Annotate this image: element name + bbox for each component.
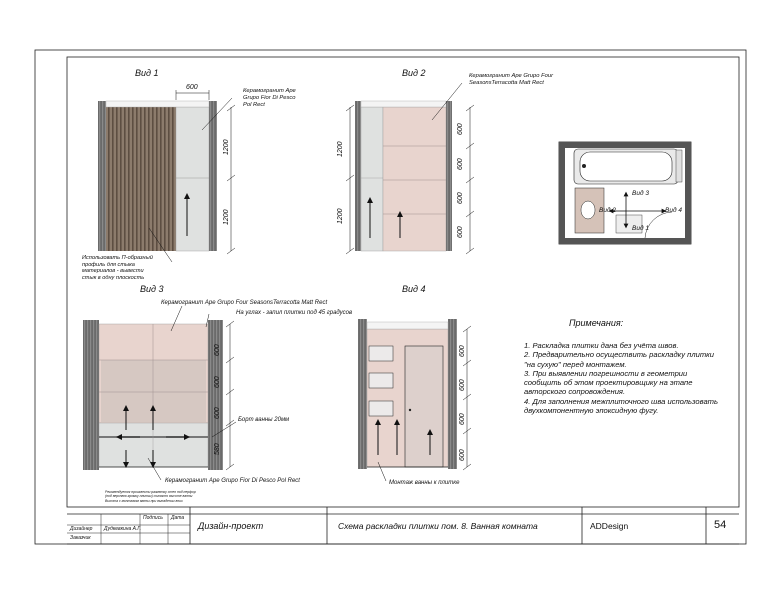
tb-sheet-title: Схема раскладки плитки пом. 8. Ванная комната [338,521,538,531]
tb-sheet-number: 54 [714,519,727,531]
note-1: 1. Раскладка плитки дана без учёта швов. [524,341,679,350]
plan-view-3: Вид 3 [632,190,649,197]
v3-dim-3: 600 [214,407,221,419]
v2-right-dim-3: 600 [457,192,464,204]
plan-view-4: Вид 4 [665,207,682,214]
tb-stage: Дизайн-проект [198,521,264,531]
plan-view-2: Вид 2 [599,207,616,214]
view-1-title: Вид 1 [135,68,159,78]
tb-role-designer: Дизайнер [70,526,93,532]
v4-dim-1: 600 [459,345,466,357]
v3-dim-2: 600 [214,376,221,388]
tb-sign-label: Подпись [143,515,163,521]
door [405,346,443,467]
plan-view-1: Вид 1 [632,225,649,232]
v3-bottom-tile-label: Керамогранит Ape Grupo Fior Di Pesco Pol Rect [165,478,300,484]
pink-tile-area [383,107,446,251]
v2-right-dim-1: 600 [457,123,464,135]
v4-dim-2: 600 [459,379,466,391]
v4-dim-4: 600 [459,449,466,461]
v1-right-dim-2: 1200 [223,209,230,225]
grey-tile-column [176,107,209,251]
wood-slat-panel [106,107,176,251]
tb-company: ADDesign [590,521,629,531]
v4-bath-mount-note: Монтаж ванны к плитке [389,480,460,486]
view-2-title: Вид 2 [402,68,426,78]
notes-title: Примечания: [569,318,624,328]
v3-bath-border-note: Борт ванны 20мм [238,417,290,423]
v1-width-dim: 600 [186,84,198,91]
v3-corner-note: На углах - запил плитки под 45 градусов [236,310,353,316]
view-3-title: Вид 3 [140,284,164,294]
view-2-elevation [346,83,474,254]
view-4-title: Вид 4 [402,284,426,294]
v3-top-tile-label: Керамогранит Ape Grupo Four SeasonsTerracotta Matt Rect [161,300,328,306]
tb-date-label: Дата [171,515,185,521]
v3-dim-1: 600 [214,344,221,356]
v3-dim-4: 580 [214,443,221,455]
view-4-elevation [358,319,471,481]
note-3: 3. При выявлении погрешности в геометрии сообщить об этом проектировщику на этапе авторского сопровождения. [524,368,693,397]
tb-role-client: Заказчик [70,535,91,541]
v2-right-dim-2: 600 [457,158,464,170]
v2-right-dim-4: 600 [457,226,464,238]
view-1-elevation [98,90,235,262]
v2-left-dim-2: 1200 [337,208,344,224]
notes-list [524,341,724,415]
v2-left-dim-1: 1200 [337,141,344,157]
v3-small-note: Рекомендуется произвести разметку стен под перфор (под верхнюю кромку плитки) согласно высоте ванны Высота с монтажом ванны при выпадении вниз [105,490,196,503]
v1-right-dim-1: 1200 [223,139,230,155]
bathroom-plan [559,142,691,244]
v1-profile-note: Использовать П-образный профиль для стыка материалов - вывести стык в одну плоскость [82,255,153,282]
tb-designer-name: Дудкевкина А.Г. [104,526,141,532]
v1-tile-label: Керамогранит Ape Grupo Fior Di Pesco Pol Rect [243,88,296,108]
v4-dim-3: 600 [459,413,466,425]
v2-tile-label: Керамогранит Ape Grupo Four SeasonsTerracotta Matt Rect [469,73,554,86]
note-2: 2. Предварительно осуществить раскладку плитки "на сухую" перед монтажем. [524,350,714,369]
note-4: 4. Для заполнения межплиточного шва использовать двухкомпонентную эпоксидную фугу. [524,396,718,415]
